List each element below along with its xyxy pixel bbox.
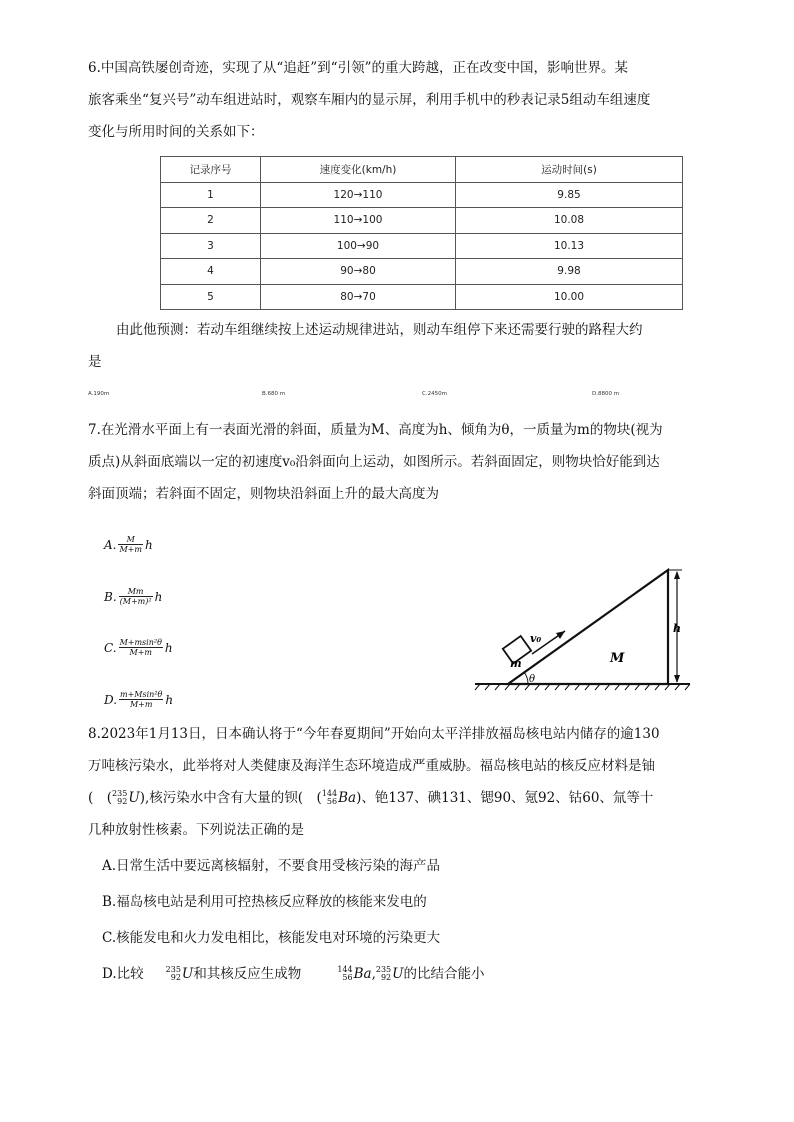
uranium-atomic-number: 92 <box>380 973 392 982</box>
table-cell: 120→110 <box>261 182 456 208</box>
q8-line-4: 几种放射性核素。下列说法正确的是 <box>88 822 304 838</box>
q7-option-d <box>104 690 173 709</box>
fraction-numerator: Mm <box>119 587 153 597</box>
q7-line-2: 质点)从斜面底端以一定的初速度v₀沿斜面向上运动，如图所示。若斜面固定，则物块恰好能到达 <box>88 454 660 470</box>
velocity-arrow-head <box>556 631 565 639</box>
q8-option-a: A.日常生活中要远离核辐射，不要食用受核污染的海产品 <box>102 858 441 874</box>
table-cell: 90→80 <box>261 259 456 285</box>
table-header-cell: 速度变化(km/h) <box>261 157 456 183</box>
velocity-label: v₀ <box>530 632 542 645</box>
uranium-mass-number: 235 <box>375 965 392 974</box>
table-cell: 4 <box>161 259 261 285</box>
table-row <box>161 284 683 310</box>
q6-option-a: A.190m <box>88 391 110 397</box>
barium-nuclide <box>322 788 356 808</box>
option-tail: h <box>144 537 153 552</box>
q8-option-c: C.核能发电和火力发电相比，核能发电对环境的污染更大 <box>102 930 441 946</box>
height-label: h <box>673 622 681 635</box>
q8-option-d <box>102 964 485 984</box>
fraction-numerator: m+Msin²θ <box>120 690 163 699</box>
uranium-nuclide <box>112 788 140 808</box>
uranium-nuclide <box>376 964 404 984</box>
table-cell: 10.13 <box>456 233 683 259</box>
table-cell: 1 <box>161 182 261 208</box>
option-label: C. <box>104 640 117 655</box>
q8-line-3 <box>88 788 653 808</box>
table-cell: 9.98 <box>456 259 683 285</box>
uranium-atomic-number: 92 <box>117 797 128 806</box>
incline-diagram <box>470 562 695 692</box>
q8-line-2: 万吨核污染水，此举将对人类健康及海洋生态环境造成严重威胁。福岛核电站的核反应材料是铀 <box>88 758 655 774</box>
q7-option-a <box>104 535 153 554</box>
table-cell: 2 <box>161 208 261 234</box>
comma: , <box>371 966 376 982</box>
uranium-symbol: U <box>392 966 404 982</box>
option-label: B. <box>104 589 117 604</box>
fraction <box>119 587 153 606</box>
q6-line-3: 变化与所用时间的关系如下： <box>88 124 264 140</box>
barium-mass-number: 144 <box>321 789 338 798</box>
table-cell: 80→70 <box>261 284 456 310</box>
option-tail: h <box>154 589 163 604</box>
table-row <box>161 208 683 234</box>
q7-line-1: 7.在光滑水平面上有一表面光滑的斜面，质量为M、高度为h、倾角为θ，一质量为m的物块(视为 <box>88 422 663 438</box>
table-cell: 100→90 <box>261 233 456 259</box>
q6-line-1: 6.中国高铁屡创奇迹，实现了从“追赶”到“引领”的重大跨越，正在改变中国，影响世界。某 <box>88 60 628 76</box>
uranium-nuclide <box>166 964 194 984</box>
q6-option-d: D.8800 m <box>592 391 620 397</box>
table-cell: 3 <box>161 233 261 259</box>
table-header-cell: 记录序号 <box>161 157 261 183</box>
fraction-numerator: M <box>118 535 142 545</box>
uranium-symbol: U <box>181 966 194 982</box>
fraction <box>118 535 142 554</box>
barium-atomic-number: 56 <box>326 797 338 806</box>
table-row <box>161 259 683 285</box>
q8-option-d-part-a: D.比较 <box>102 966 144 982</box>
q8-option-d-part-b: 和其核反应生成物 <box>193 966 302 982</box>
q7-option-c <box>104 638 173 657</box>
table-row <box>161 182 683 208</box>
q8-line-3-part-c: )、铯137、碘131、锶90、氪92、钴60、氚等十 <box>356 790 654 806</box>
fraction-numerator: M+msin²θ <box>119 638 162 647</box>
q6-line-4: 由此他预测：若动车组继续按上述运动规律进站，则动车组停下来还需要行驶的路程大约 <box>116 322 643 338</box>
table-cell: 5 <box>161 284 261 310</box>
record-table <box>160 156 683 310</box>
option-tail: h <box>165 692 174 707</box>
barium-symbol: Ba <box>338 790 357 806</box>
uranium-mass-number: 235 <box>165 965 181 974</box>
table-row <box>161 233 683 259</box>
table-cell: 10.08 <box>456 208 683 234</box>
q8-option-d-part-c: 的比结合能小 <box>403 966 485 982</box>
fraction <box>119 638 163 657</box>
option-tail: h <box>164 640 173 655</box>
option-label: A. <box>104 537 117 552</box>
fraction-denominator: (M+m)² <box>119 597 152 606</box>
incline-mass-label: M <box>610 651 625 666</box>
table-header-cell: 运动时间(s) <box>456 157 683 183</box>
angle-label: θ <box>529 674 536 685</box>
q7-option-b <box>104 587 162 606</box>
fraction-denominator: M+m <box>119 545 142 554</box>
q8-line-3-part-b: ),核污染水中含有大量的钡( ( <box>139 790 322 806</box>
block-label: m <box>510 657 522 670</box>
barium-nuclide <box>337 964 371 984</box>
barium-symbol: Ba <box>353 966 372 982</box>
barium-atomic-number: 56 <box>342 973 353 982</box>
uranium-mass-number: 235 <box>112 789 128 798</box>
height-arrow-bottom <box>674 675 680 683</box>
q6-option-b: B.680 m <box>262 391 286 397</box>
q6-option-c: C.2450m <box>422 391 447 397</box>
q8-line-1: 8.2023年1月13日，日本确认将于“今年春夏期间”开始向太平洋排放福岛核电站内储存的逾130 <box>88 726 660 742</box>
q8-option-b: B.福岛核电站是利用可控热核反应释放的核能来发电的 <box>102 894 427 910</box>
q7-line-3: 斜面顶端；若斜面不固定，则物块沿斜面上升的最大高度为 <box>88 486 439 502</box>
table-cell: 10.00 <box>456 284 683 310</box>
table-header-row <box>161 157 683 183</box>
q8-line-3-part-a: ( ( <box>88 790 113 806</box>
fraction-denominator: M+m <box>129 648 152 657</box>
q6-line-5: 是 <box>88 354 102 370</box>
angle-arc <box>524 672 528 684</box>
q6-line-2: 旅客乘坐“复兴号”动车组进站时，观察车厢内的显示屏，利用手机中的秒表记录5组动车组速度 <box>88 92 651 108</box>
uranium-symbol: U <box>128 790 140 806</box>
barium-mass-number: 144 <box>337 965 353 974</box>
fraction-denominator: M+m <box>129 700 153 709</box>
height-arrow-top <box>674 571 680 579</box>
uranium-atomic-number: 92 <box>170 973 181 982</box>
fraction <box>119 690 163 709</box>
option-label: D. <box>104 692 118 707</box>
incline-triangle <box>508 570 668 684</box>
table-cell: 9.85 <box>456 182 683 208</box>
table-cell: 110→100 <box>261 208 456 234</box>
